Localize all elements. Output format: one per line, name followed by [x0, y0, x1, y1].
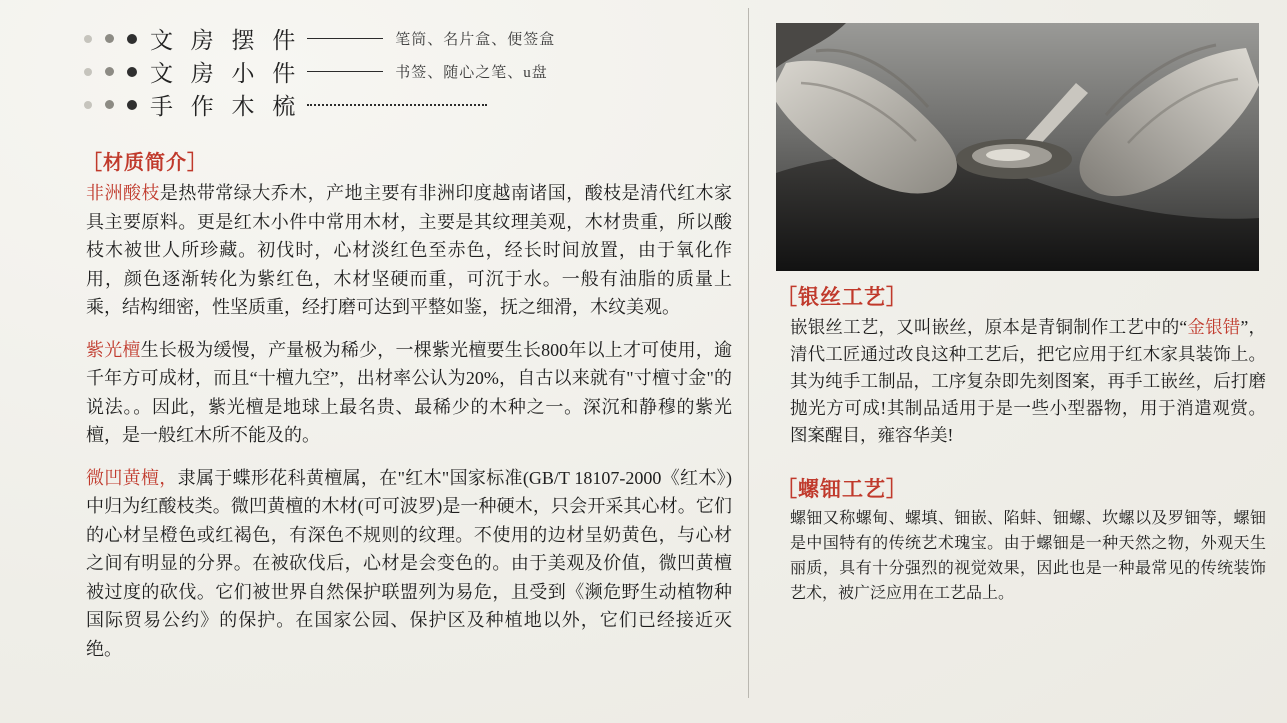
product-category-list — [82, 22, 702, 121]
paragraph-luodian: 螺钿又称螺甸、螺填、钿嵌、陷蚌、钿螺、坎螺以及罗钿等，螺钿是中国特有的传统艺术瑰宝。由于螺钿是一种天然之物，外观天生丽质，具有十分强烈的视觉效果，因此也是一种最常见的传统装饰艺术，被广泛应用在工艺品上。 — [790, 510, 1266, 602]
paragraph-text: 生长极为缓慢，产量极为稀少，一棵紫光檀要生长800年以上才可使用，逾千年方可成材，而且“十檀九空”，出材率公认为20%，自古以来就有"寸檀寸金"的说法。。因此，紫光檀是地球上最名贵、最稀少的木种之一。深沉和静穆的紫光檀，是一般红木所不能及的。 — [86, 339, 733, 445]
keyword-ziguangtan: 紫光檀 — [86, 339, 141, 360]
craft-photo — [776, 23, 1259, 271]
paragraph-weiaohuangtan — [86, 464, 732, 664]
list-item — [82, 55, 702, 88]
right-column — [749, 0, 1287, 723]
category-title: 文 房 摆 件 — [150, 28, 302, 53]
paragraph-silver-inlay — [776, 314, 1266, 449]
craft-photo-image — [776, 23, 1259, 271]
paragraph-ziguangtan — [86, 336, 732, 450]
list-item — [82, 88, 702, 121]
section-heading-material: ［材质简介］ — [82, 152, 208, 174]
section-heading-luodian: ［螺钿工艺］ — [776, 477, 908, 501]
category-title: 文 房 小 件 — [150, 61, 302, 86]
bullet-dots-icon — [82, 100, 150, 110]
keyword-african-rosewood: 非洲酸枝 — [86, 183, 160, 203]
paragraph-text: 隶属于蝶形花科黄檀属，在"红木"国家标准(GB/T 18107-2000《红木》)中归为红酸枝类。微凹黄檀的木材(可可波罗)是一种硬木，只会开采其心材。它们的心材呈橙色或红褐色，有深色不规则的纹理。不使用的边材呈奶黄色，与心材之间有明显的分界。在被砍伐后，心材是会变色的。由于美观及价值，微凹黄檀被过度的砍伐。它们被世界自然保护联盟列为易危，且受到《濒危野生动植物种国际贸易公约》的保护。在国家公园、保护区及种植地以外，它们已经接近灭绝。 — [86, 467, 732, 659]
leader-line — [307, 66, 383, 78]
list-item — [82, 22, 702, 55]
keyword-weiaohuangtan: 微凹黄檀， — [86, 467, 178, 488]
keyword-jinyincuo: 金银错 — [1187, 317, 1241, 337]
bullet-dots-icon — [82, 67, 150, 77]
material-intro-section — [82, 146, 733, 677]
category-items: 笔筒、名片盒、便签盒 — [395, 32, 556, 48]
paragraph-text: 是热带常绿大乔木，产地主要有非洲印度越南诸国，酸枝是清代红木家具主要原料。更是红木小件中常用木材，主要是其纹理美观，木材贵重，所以酸枝木被世人所珍藏。初伐时，心材淡红色至赤色，经长时间放置，由于氧化作用，颜色逐渐转化为紫红色，木材坚硬而重，可沉于水。一般有油脂的质量上乘，结构细密，性坚质重，经打磨可达到平整如鉴，抚之细滑，木纹美观。 — [86, 183, 733, 317]
paragraph-african-rosewood — [86, 179, 732, 322]
bullet-dots-icon — [82, 34, 150, 44]
category-items: 书签、随心之笔、u盘 — [395, 65, 548, 81]
leader-line-dotted — [307, 99, 487, 111]
craft-sections — [776, 281, 1266, 606]
paragraph-text-after: ”，清代工匠通过改良这种工艺后，把它应用于红木家具装饰上。其为纯手工制品，工序复杂即先刻图案，再手工嵌丝，后打磨抛光方可成!其制品适用于是一些小型器物，用于消遣观赏。图案醒目，雍容华美! — [790, 317, 1266, 445]
category-title: 手 作 木 梳 — [150, 94, 302, 119]
paragraph-text-before: 嵌银丝工艺，又叫嵌丝，原本是青铜制作工艺中的“ — [790, 317, 1188, 337]
section-heading-silver-inlay: ［银丝工艺］ — [776, 285, 908, 309]
leader-line — [307, 33, 383, 45]
